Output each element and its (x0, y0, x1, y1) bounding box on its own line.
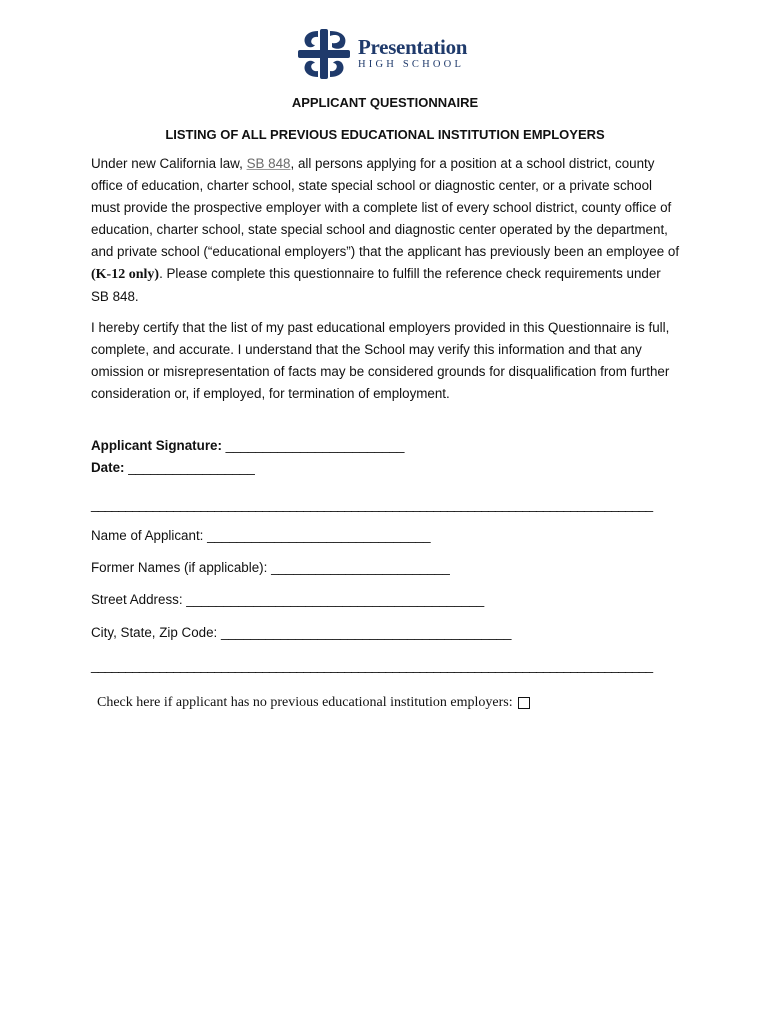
page-title: APPLICANT QUESTIONNAIRE (291, 95, 479, 110)
logo-name: Presentation (358, 35, 468, 60)
no-previous-employers-checkbox[interactable] (518, 697, 530, 709)
no-previous-employers-row[interactable] (97, 695, 530, 711)
section-divider-bottom: __________________________________________________________________________________ (91, 658, 653, 673)
date-blank[interactable]: _________________ (124, 460, 255, 475)
street-address-field[interactable]: Street Address: ________________________________________ (91, 592, 485, 607)
date-line[interactable] (91, 460, 255, 475)
signature-line[interactable] (91, 438, 404, 453)
intro-text-start: Under new California law, (91, 156, 247, 171)
intro-text-end: . Please complete this questionnaire to fulfill the reference check requirements under SB 848. (91, 266, 661, 304)
logo-subtitle: HIGH SCHOOL (358, 59, 465, 71)
former-names-field[interactable]: Former Names (if applicable): ________________________ (91, 560, 450, 575)
certification-paragraph: I hereby certify that the list of my past educational employers provided in this Questionnaire is full, complete, and accurate. I understand that the School may verify this information and that any omission or misrepresentation of facts may be considered grounds for disqualification from further consideration or, if employed, for termination of employment. (91, 320, 670, 401)
signature-label: Applicant Signature: (91, 438, 222, 453)
cross-emblem-icon (296, 25, 352, 83)
school-logo (296, 24, 476, 84)
logo-wordmark (358, 37, 467, 71)
applicant-name-field[interactable]: Name of Applicant: ______________________________ (91, 528, 431, 543)
section-divider: __________________________________________________________________________________ (91, 497, 653, 512)
no-previous-employers-label: Check here if applicant has no previous educational institution employers: (97, 695, 513, 710)
page-subtitle: LISTING OF ALL PREVIOUS EDUCATIONAL INSTITUTION EMPLOYERS (165, 127, 605, 142)
k12-emphasis: (K-12 only) (91, 267, 160, 282)
signature-blank[interactable]: ________________________ (221, 438, 405, 453)
sb848-link[interactable]: SB 848 (246, 156, 291, 171)
intro-text-middle: , all persons applying for a position at a school district, county office of education, charter school, state special school or diagnostic center, or a private school must provide the prospective employer with a complete list of every school district, county office of education, charter school, state special school and diagnostic center operated by the department, and private school (“educational employers”) that the applicant has previously been an employee of (91, 156, 680, 259)
date-label: Date: (91, 460, 125, 475)
city-state-zip-field[interactable]: City, State, Zip Code: _______________________________________ (91, 625, 512, 640)
intro-paragraph (91, 153, 681, 308)
